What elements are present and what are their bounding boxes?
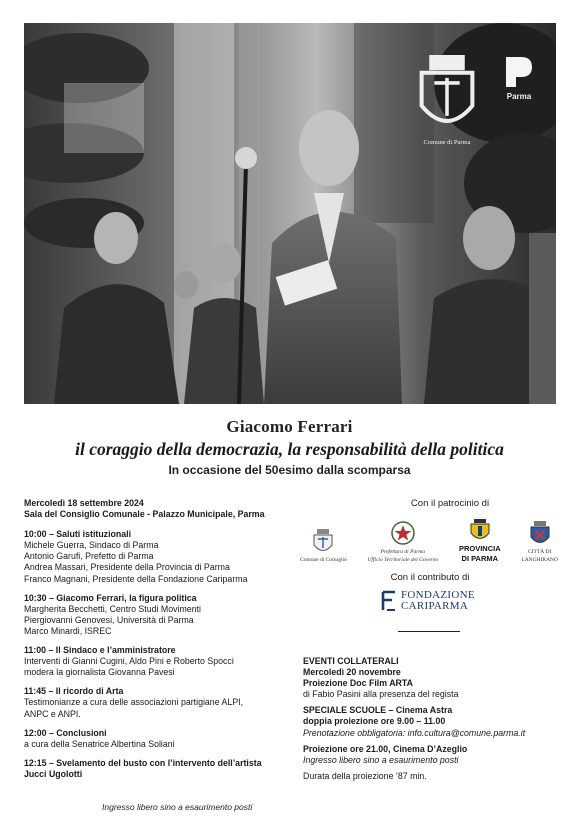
session-line: Franco Magnani, Presidente della Fondazione Cariparma [24, 573, 248, 584]
patronage-section [300, 498, 560, 563]
session-title: 12:00 – Conclusioni [24, 727, 107, 738]
fondazione-mark-icon [381, 590, 397, 612]
booking-line [303, 728, 563, 739]
parma-p-icon [504, 55, 534, 89]
prefettura-emblem-icon [391, 521, 415, 547]
evening-screening: Proiezione ore 21.00, Cinema D’Azeglio [303, 743, 468, 754]
film-duration: Durata della proiezione ’87 min. [303, 770, 427, 781]
langhirano-logo [521, 521, 558, 563]
occasion-line: In occasione del 50esimo dalla scomparsa [168, 463, 411, 477]
comune-label: Comune di Parma [423, 139, 471, 147]
session-line: a cura della Senatrice Albertina Soliani [24, 738, 175, 749]
session-item [24, 758, 294, 780]
film-date: Mercoledì 20 novembre [303, 667, 401, 678]
provincia-label-1: PROVINCIA [458, 544, 501, 553]
langhirano-crest-icon [530, 521, 550, 547]
provincia-label-2: DI PARMA [461, 554, 499, 563]
session-line: Testimonianze a cura delle associazioni partigiane ALPI, [24, 697, 244, 708]
page-subtitle: il coraggio della democrazia, la responsabilità della politica [75, 439, 504, 459]
session-title: 10:30 – Giacomo Ferrari, la figura politica [24, 592, 197, 603]
session-line: modera la giornalista Giovanna Pavesi [24, 667, 175, 678]
collateral-events [303, 656, 563, 782]
prefettura-label-1: Prefettura di Parma [380, 549, 426, 555]
session-line: Interventi di Gianni Cugini, Aldo Pini e Roberto Spocci [24, 656, 234, 667]
program [24, 498, 294, 788]
session-title: 12:15 – Svelamento del busto con l’intervento dell’artista [24, 757, 262, 768]
fondazione-line-2: CARIPARMA [401, 600, 469, 612]
film-title: Proiezione Doc Film ARTA [303, 678, 413, 689]
parma-logo [504, 55, 534, 101]
comune-crest-icon [414, 55, 480, 136]
prefettura-label-2: Ufficio Territoriale del Governo [367, 557, 439, 563]
booking-label: Prenotazione obbligatoria: [303, 727, 406, 738]
booking-email[interactable]: info.cultura@comune.parma.it [407, 727, 526, 738]
session-title: 11:45 – Il ricordo di Arta [24, 686, 124, 697]
corniglio-label: Comune di Corniglio [300, 557, 347, 563]
divider [398, 631, 460, 632]
session-title: 10:00 – Saluti istituzionali [24, 529, 132, 540]
langhirano-label-2: LANGHIRANO [521, 557, 558, 563]
hero-photo [24, 23, 556, 404]
page-title: Giacomo Ferrari [226, 417, 353, 436]
session-line: Jucci Ugolotti [24, 768, 83, 779]
session-title: 11:00 – Il Sindaco e l’amministratore [24, 645, 176, 656]
session-line: Antonio Garufi, Prefetto di Parma [24, 551, 154, 562]
prefettura-logo [367, 521, 438, 563]
program-venue: Sala del Consiglio Comunale - Palazzo Municipale, Parma [24, 509, 265, 520]
corniglio-logo [300, 529, 347, 563]
provincia-crest-icon [470, 519, 490, 543]
provincia-logo [459, 519, 501, 563]
patronage-heading: Con il patrocinio di [410, 498, 490, 509]
session-line: ANPC e ANPI. [24, 708, 81, 719]
patronage-logos [300, 519, 558, 563]
school-times: doppia proiezione ore 9.00 – 11.00 [303, 716, 446, 727]
session-item [24, 529, 294, 584]
session-item [24, 645, 294, 678]
session-line: Andrea Massari, Presidente della Provincia di Parma [24, 562, 230, 573]
events-heading: EVENTI COLLATERALI [303, 656, 399, 666]
session-line: Marco Minardi, ISREC [24, 625, 112, 636]
session-item [24, 593, 294, 637]
session-line: Michele Guerra, Sindaco di Parma [24, 540, 159, 551]
session-item [24, 686, 294, 719]
top-logos [414, 55, 534, 146]
film-director: di Fabio Pasini alla presenza del regista [303, 689, 459, 700]
contribution-heading: Con il contributo di [390, 572, 470, 583]
program-date: Mercoledì 18 settembre 2024 [24, 498, 144, 508]
session-item [24, 728, 294, 750]
title-block [0, 417, 579, 477]
school-heading: SPECIALE SCUOLE – Cinema Astra [303, 705, 453, 716]
evening-note: Ingresso libero sino a esaurimento posti [303, 754, 459, 765]
free-entry-note: Ingresso libero sino a esaurimento posti [102, 802, 253, 812]
comune-di-parma-logo [414, 55, 480, 146]
parma-label: Parma [506, 92, 532, 101]
session-line: Piergiovanni Genovesi, Università di Parma [24, 614, 194, 625]
fondazione-line-1: FONDAZIONE [401, 589, 475, 601]
session-line: Margherita Becchetti, Centro Studi Movimenti [24, 603, 201, 614]
fondazione-cariparma-logo [381, 590, 475, 612]
langhirano-label-1: CITTÀ DI [527, 549, 552, 555]
corniglio-crest-icon [312, 529, 334, 555]
